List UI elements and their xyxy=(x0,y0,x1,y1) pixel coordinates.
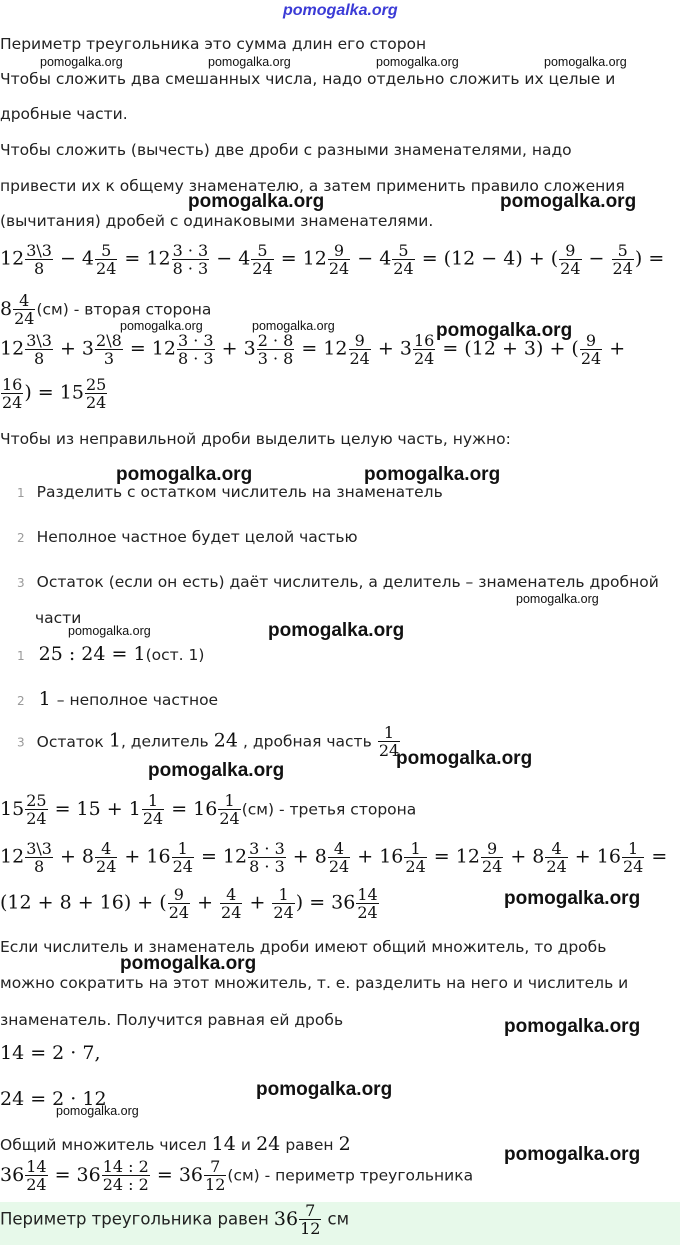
common-factor-line: Общий множитель чисел 14 и 24 равен 2 xyxy=(0,1133,351,1155)
work-step-1: 1 25 : 24 = 1(ост. 1) xyxy=(17,643,205,665)
paragraph-mixed-1: Чтобы сложить два смешанных числа, надо отдельно сложить их целые и xyxy=(0,70,616,88)
watermark: pomogalka.org xyxy=(188,191,325,212)
watermark: pomogalka.org xyxy=(396,748,533,769)
answer-line: Периметр треугольника равен 36 $\frac{7}{12}$ см xyxy=(0,1201,350,1238)
equation-perimeter-cont: (12 + 8 + 16) + ( $\frac{9}{24}$ + $\frac{4}{24}$ + $\frac{1}{24}$ ) = 36 $\frac{14}{24}$ xyxy=(0,885,378,922)
paragraph-reduce-1: Если числитель и знаменатель дроби имеют общий множитель, то дробь xyxy=(0,938,607,956)
watermark: pomogalka.org xyxy=(504,1144,641,1165)
answer-box xyxy=(0,1202,680,1245)
result-second-side: 8 $\frac{4}{24}$ (см) - вторая сторона xyxy=(0,291,212,328)
equation-reduce: 36 $\frac{14}{24}$ = 36 $\frac{14 : 2}{24 : 2}$ = 36 $\frac{7}{12}$ (см) - периметр треугольника xyxy=(0,1157,474,1194)
work-step-2: 2 1 – неполное частное xyxy=(17,688,219,710)
equation-sum-cont: $\frac{16}{24}$ ) = 15 $\frac{25}{24}$ xyxy=(2,375,107,412)
watermark: pomogalka.org xyxy=(120,953,257,974)
paragraph-fractions-2: привести их к общему знаменателю, а затем применить правило сложения xyxy=(0,177,625,195)
work-step-3: 3 Остаток 1, делитель 24 , дробная часть $\frac{1}{24}$ xyxy=(17,723,400,760)
paragraph-improper: Чтобы из неправильной дроби выделить целую часть, нужно: xyxy=(0,430,511,448)
step-item-2: 2 Неполное частное будет целой частью xyxy=(17,528,358,546)
equation-sum: 12 $\frac{3\backslash 3}{8}$ + 3 $\frac{2\backslash 8}{3}$ = 12 $\frac{3 \cdot 3}{8 \cdot 3}$ + 3 $\frac{2 \cdot 8}{3 \cdot 8}$ = 12 $\frac{9}{24}$ + 3 $\frac{16}{24}$ = (12 + 3) + ( $\frac{9}{24}$ + xyxy=(0,331,626,368)
watermark: pomogalka.org xyxy=(252,319,335,333)
paragraph-reduce-3: знаменатель. Получится равная ей дробь xyxy=(0,1011,344,1029)
watermark: pomogalka.org xyxy=(504,888,641,909)
watermark: pomogalka.org xyxy=(208,55,291,69)
watermark: pomogalka.org xyxy=(256,1079,393,1100)
paragraph-fractions-3: (вычитания) дробей с одинаковыми знаменателями. xyxy=(0,212,434,230)
watermark: pomogalka.org xyxy=(504,1016,641,1037)
watermark: pomogalka.org xyxy=(364,464,501,485)
watermark: pomogalka.org xyxy=(56,1104,139,1118)
watermark: pomogalka.org xyxy=(268,620,405,641)
equation-third-side: 15 $\frac{25}{24}$ = 15 + 1 $\frac{1}{24}$ = 16 $\frac{1}{24}$ (см) - третья сторона xyxy=(0,791,417,828)
paragraph-perimeter: Периметр треугольника это сумма длин его сторон xyxy=(0,35,427,53)
watermark: pomogalka.org xyxy=(40,55,123,69)
watermark: pomogalka.org xyxy=(116,464,253,485)
watermark: pomogalka.org xyxy=(544,55,627,69)
step-item-1: 1 Разделить с остатком числитель на знаменатель xyxy=(17,483,443,501)
step-item-3-cont: части xyxy=(35,609,82,627)
watermark: pomogalka.org xyxy=(120,319,203,333)
watermark: pomogalka.org xyxy=(68,624,151,638)
watermark: pomogalka.org xyxy=(436,320,573,341)
factor-14: 14 = 2 · 7, xyxy=(0,1042,101,1064)
watermark: pomogalka.org xyxy=(376,55,459,69)
site-watermark-top: pomogalka.org xyxy=(283,2,398,19)
equation-perimeter: 12 $\frac{3\backslash 3}{8}$ + 8 $\frac{4}{24}$ + 16 $\frac{1}{24}$ = 12 $\frac{3 \cdot 3}{8 \cdot 3}$ + 8 $\frac{4}{24}$ + 16 $\frac{1}{24}$ = 12 $\frac{9}{24}$ + 8 $\frac{4}{24}$ + 16 $\frac{1}{24}$ = xyxy=(0,839,668,876)
step-item-3: 3 Остаток (если он есть) даёт числитель, а делитель – знаменатель дробной xyxy=(17,573,659,591)
watermark: pomogalka.org xyxy=(516,592,599,606)
paragraph-fractions-1: Чтобы сложить (вычесть) две дроби с разными знаменателями, надо xyxy=(0,141,572,159)
watermark: pomogalka.org xyxy=(500,191,637,212)
watermark: pomogalka.org xyxy=(148,760,285,781)
paragraph-mixed-2: дробные части. xyxy=(0,105,128,123)
factor-24: 24 = 2 · 12 xyxy=(0,1088,107,1110)
equation-second-side: 12 $\frac{3\backslash 3}{8}$ − 4 $\frac{5}{24}$ = 12 $\frac{3 \cdot 3}{8 \cdot 3}$ − 4 $\frac{5}{24}$ = 12 $\frac{9}{24}$ − 4 $\frac{5}{24}$ = (12 − 4) + ( $\frac{9}{24}$ − $\frac{5}{24}$ ) = xyxy=(0,241,665,278)
paragraph-reduce-2: можно сократить на этот множитель, т. е. разделить на него и числитель и xyxy=(0,974,629,992)
